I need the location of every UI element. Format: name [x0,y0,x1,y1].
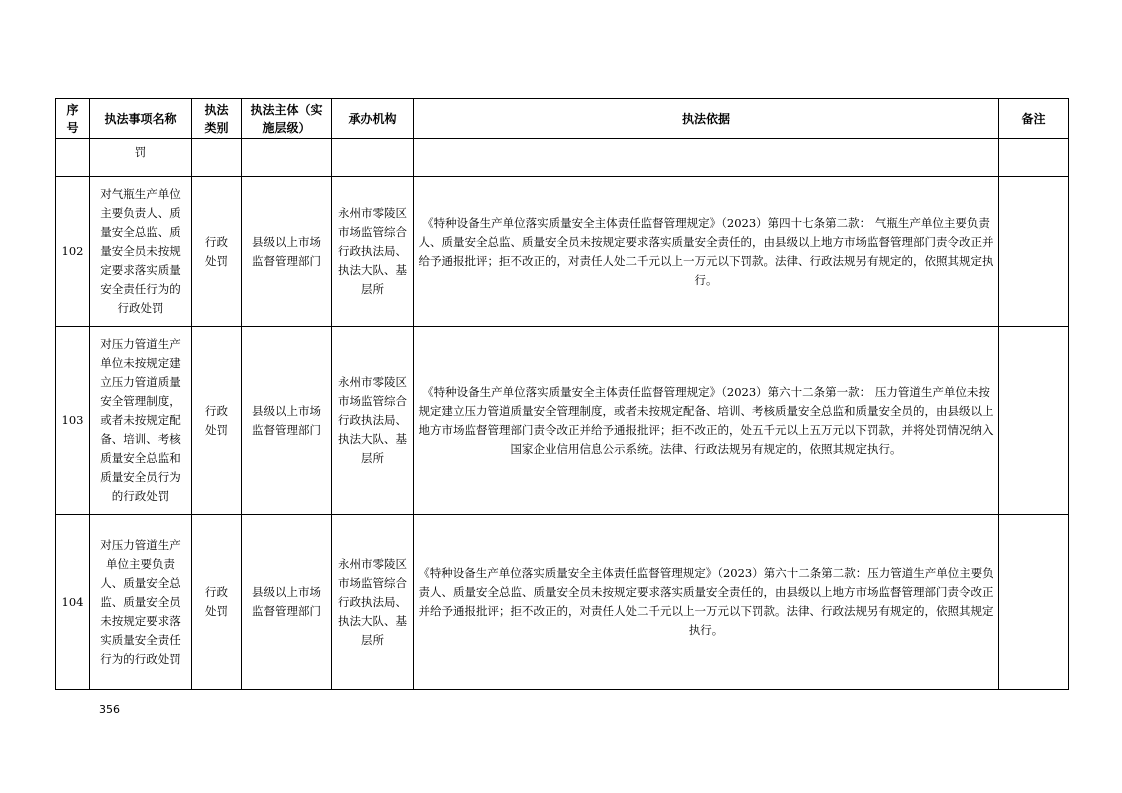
header-name: 执法事项名称 [90,99,192,139]
cell-subject: 县级以上市场监督管理部门 [242,177,332,327]
cell-seq [56,139,90,177]
header-row [56,99,1069,139]
cell-remark [999,177,1069,327]
header-basis: 执法依据 [414,99,999,139]
cell-subject: 县级以上市场监督管理部门 [242,327,332,515]
cell-basis: 《特种设备生产单位落实质量安全主体责任监督管理规定》（2023）第六十二条第一款： 压力管道生产单位未按规定建立压力管道质量安全管理制度，或者未按规定配备、培训、考核质量安全总监和质量安全员的，由县级以上地方市场监督管理部门责令改正并给予通报批评；拒不改正的，处五千元以上五万元以下罚款，并将处罚情况纳入国家企业信用信息公示系统。法律、行政法规另有规定的，依照其规定执行。 [414,327,999,515]
cell-office: 永州市零陵区市场监管综合行政执法局、执法大队、基层所 [332,327,414,515]
table-row [56,177,1069,327]
cell-category: 行政处罚 [192,327,242,515]
header-seq: 序号 [56,99,90,139]
header-subject: 执法主体（实施层级） [242,99,332,139]
cell-basis [414,139,999,177]
cell-remark [999,139,1069,177]
cell-seq: 102 [56,177,90,327]
cell-name: 罚 [90,139,192,177]
cell-basis: 《特种设备生产单位落实质量安全主体责任监督管理规定》（2023）第四十七条第二款： 气瓶生产单位主要负责人、质量安全总监、质量安全员未按规定要求落实质量安全责任的，由县级以上地方市场监督管理部门责令改正并给予通报批评；拒不改正的，对责任人处二千元以上一万元以下罚款。法律、行政法规另有规定的，依照其规定执行。 [414,177,999,327]
table-row-continued [56,139,1069,177]
cell-seq: 104 [56,515,90,690]
cell-seq: 103 [56,327,90,515]
law-enforcement-table [55,98,1069,690]
cell-name: 对压力管道生产单位主要负责人、质量安全总监、质量安全员未按规定要求落实质量安全责任行为的行政处罚 [90,515,192,690]
cell-name: 对压力管道生产单位未按规定建立压力管道质量安全管理制度，或者未按规定配备、培训、考核质量安全总监和质量安全员行为的行政处罚 [90,327,192,515]
cell-office: 永州市零陵区市场监管综合行政执法局、执法大队、基层所 [332,515,414,690]
table-row [56,515,1069,690]
cell-basis: 《特种设备生产单位落实质量安全主体责任监督管理规定》（2023）第六十二条第二款：压力管道生产单位主要负责人、质量安全总监、质量安全员未按规定要求落实质量安全责任的，由县级以上地方市场监督管理部门责令改正并给予通报批评；拒不改正的，对责任人处二千元以上一万元以下罚款。法律、行政法规另有规定的，依照其规定执行。 [414,515,999,690]
cell-category [192,139,242,177]
cell-name: 对气瓶生产单位主要负责人、质量安全总监、质量安全员未按规定要求落实质量安全责任行为的行政处罚 [90,177,192,327]
header-remark: 备注 [999,99,1069,139]
cell-category: 行政处罚 [192,515,242,690]
table-row [56,327,1069,515]
page-number: 356 [99,703,120,716]
header-category: 执法类别 [192,99,242,139]
cell-remark [999,515,1069,690]
cell-subject [242,139,332,177]
cell-remark [999,327,1069,515]
cell-office [332,139,414,177]
cell-subject: 县级以上市场监督管理部门 [242,515,332,690]
header-office: 承办机构 [332,99,414,139]
cell-office: 永州市零陵区市场监管综合行政执法局、执法大队、基层所 [332,177,414,327]
cell-category: 行政处罚 [192,177,242,327]
